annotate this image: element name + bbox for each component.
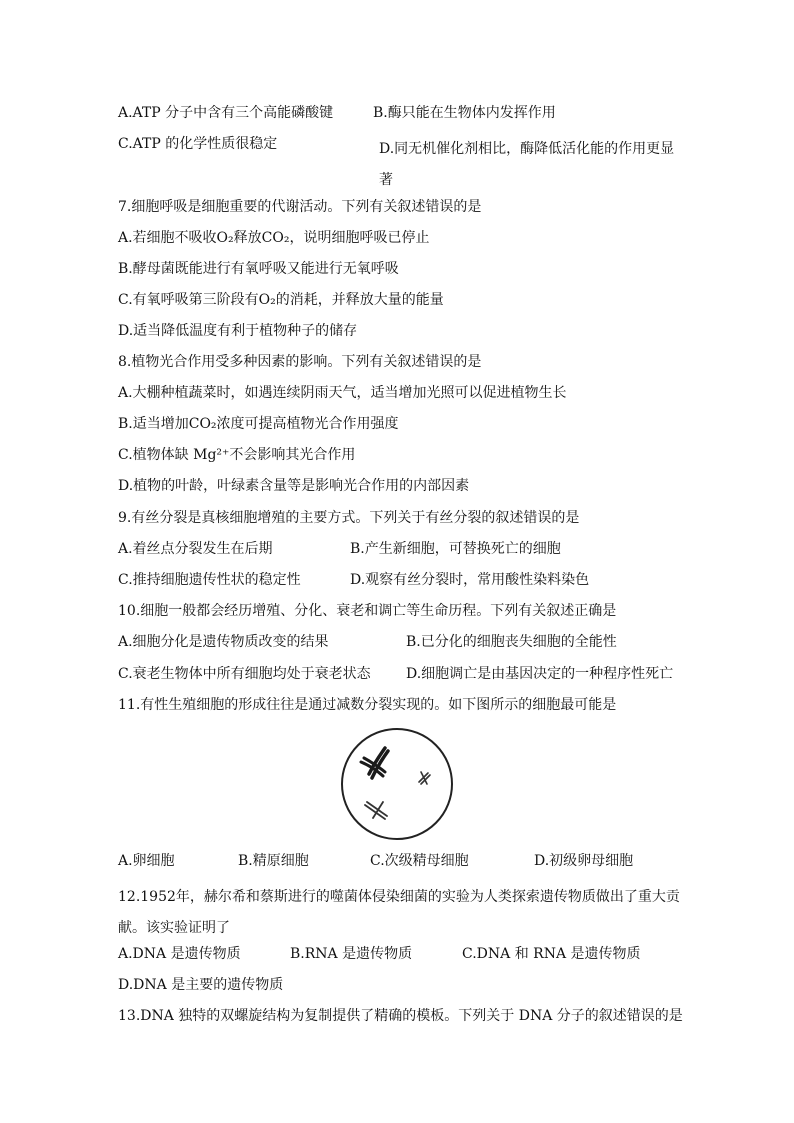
q8-option-a: A.大棚种植蔬菜时，如遇连续阴雨天气，适当增加光照可以促进植物生长 — [118, 385, 567, 401]
q10-option-b: B.已分化的细胞丧失细胞的全能性 — [406, 634, 617, 650]
q12-stem: 12.1952年，赫尔希和蔡斯进行的噬菌体侵染细菌的实验为人类探索遗传物质做出了重大贡献。该实验证明了 — [118, 889, 680, 936]
q12-option-d: D.DNA 是主要的遗传物质 — [118, 977, 284, 993]
q11-option-c: C.次级精母细胞 — [370, 853, 469, 869]
q12-option-b: B.RNA 是遗传物质 — [290, 946, 413, 962]
q7-option-a: A.若细胞不吸收O₂释放CO₂，说明细胞呼吸已停止 — [118, 230, 430, 246]
q11-option-b: B.精原细胞 — [238, 853, 309, 869]
q7-option-b: B.酵母菌既能进行有氧呼吸又能进行无氧呼吸 — [118, 261, 399, 277]
q6-option-c: C.ATP 的化学性质很稳定 — [118, 136, 278, 152]
q9-option-b: B.产生新细胞，可替换死亡的细胞 — [350, 541, 561, 557]
q10-option-a: A.细胞分化是遗传物质改变的结果 — [118, 634, 329, 650]
q6-option-b: B.酶只能在生物体内发挥作用 — [373, 105, 556, 121]
q10-option-c: C.衰老生物体中所有细胞均处于衰老状态 — [118, 666, 371, 682]
q6-option-d: D.同无机催化剂相比，酶降低活化能的作用更显著 — [379, 141, 675, 188]
cell-membrane — [342, 729, 452, 839]
q12-option-c: C.DNA 和 RNA 是遗传物质 — [462, 946, 641, 962]
q9-option-d: D.观察有丝分裂时，常用酸性染料染色 — [350, 572, 590, 588]
q10-stem: 10.细胞一般都会经历增殖、分化、衰老和调亡等生命历程。下列有关叙述正确是 — [118, 603, 617, 619]
q8-option-d: D.植物的叶龄，叶绿素含量等是影响光合作用的内部因素 — [118, 478, 470, 494]
q9-stem: 9.有丝分裂是真核细胞增殖的主要方式。下列关于有丝分裂的叙述错误的是 — [118, 510, 580, 526]
q8-stem: 8.植物光合作用受多种因素的影响。下列有关叙述错误的是 — [118, 354, 482, 370]
q9-option-a: A.着丝点分裂发生在后期 — [118, 541, 273, 557]
cell-diagram — [339, 726, 455, 842]
q8-option-c: C.植物体缺 Mg²⁺不会影响其光合作用 — [118, 447, 356, 463]
q7-stem: 7.细胞呼吸是细胞重要的代谢活动。下列有关叙述错误的是 — [118, 199, 482, 215]
q11-stem: 11.有性生殖细胞的形成往往是通过减数分裂实现的。如下图所示的细胞最可能是 — [118, 697, 617, 713]
q11-option-a: A.卵细胞 — [118, 853, 175, 869]
q13-stem: 13.DNA 独特的双螺旋结构为复制提供了精确的模板。下列关于 DNA 分子的叙述错误的是 — [118, 1008, 683, 1024]
q8-option-b: B.适当增加CO₂浓度可提高植物光合作用强度 — [118, 416, 399, 432]
q9-option-c: C.推持细胞遗传性状的稳定性 — [118, 572, 301, 588]
q10-option-d: D.细胞调亡是由基因决定的一种程序性死亡 — [406, 666, 674, 682]
q6-option-a: A.ATP 分子中含有三个高能磷酸键 — [118, 105, 334, 121]
q7-option-c: C.有氧呼吸第三阶段有O₂的消耗，并释放大量的能量 — [118, 292, 444, 308]
q7-option-d: D.适当降低温度有利于植物种子的储存 — [118, 323, 358, 339]
q12-option-a: A.DNA 是遗传物质 — [118, 946, 241, 962]
q11-option-d: D.初级卵母细胞 — [534, 853, 634, 869]
